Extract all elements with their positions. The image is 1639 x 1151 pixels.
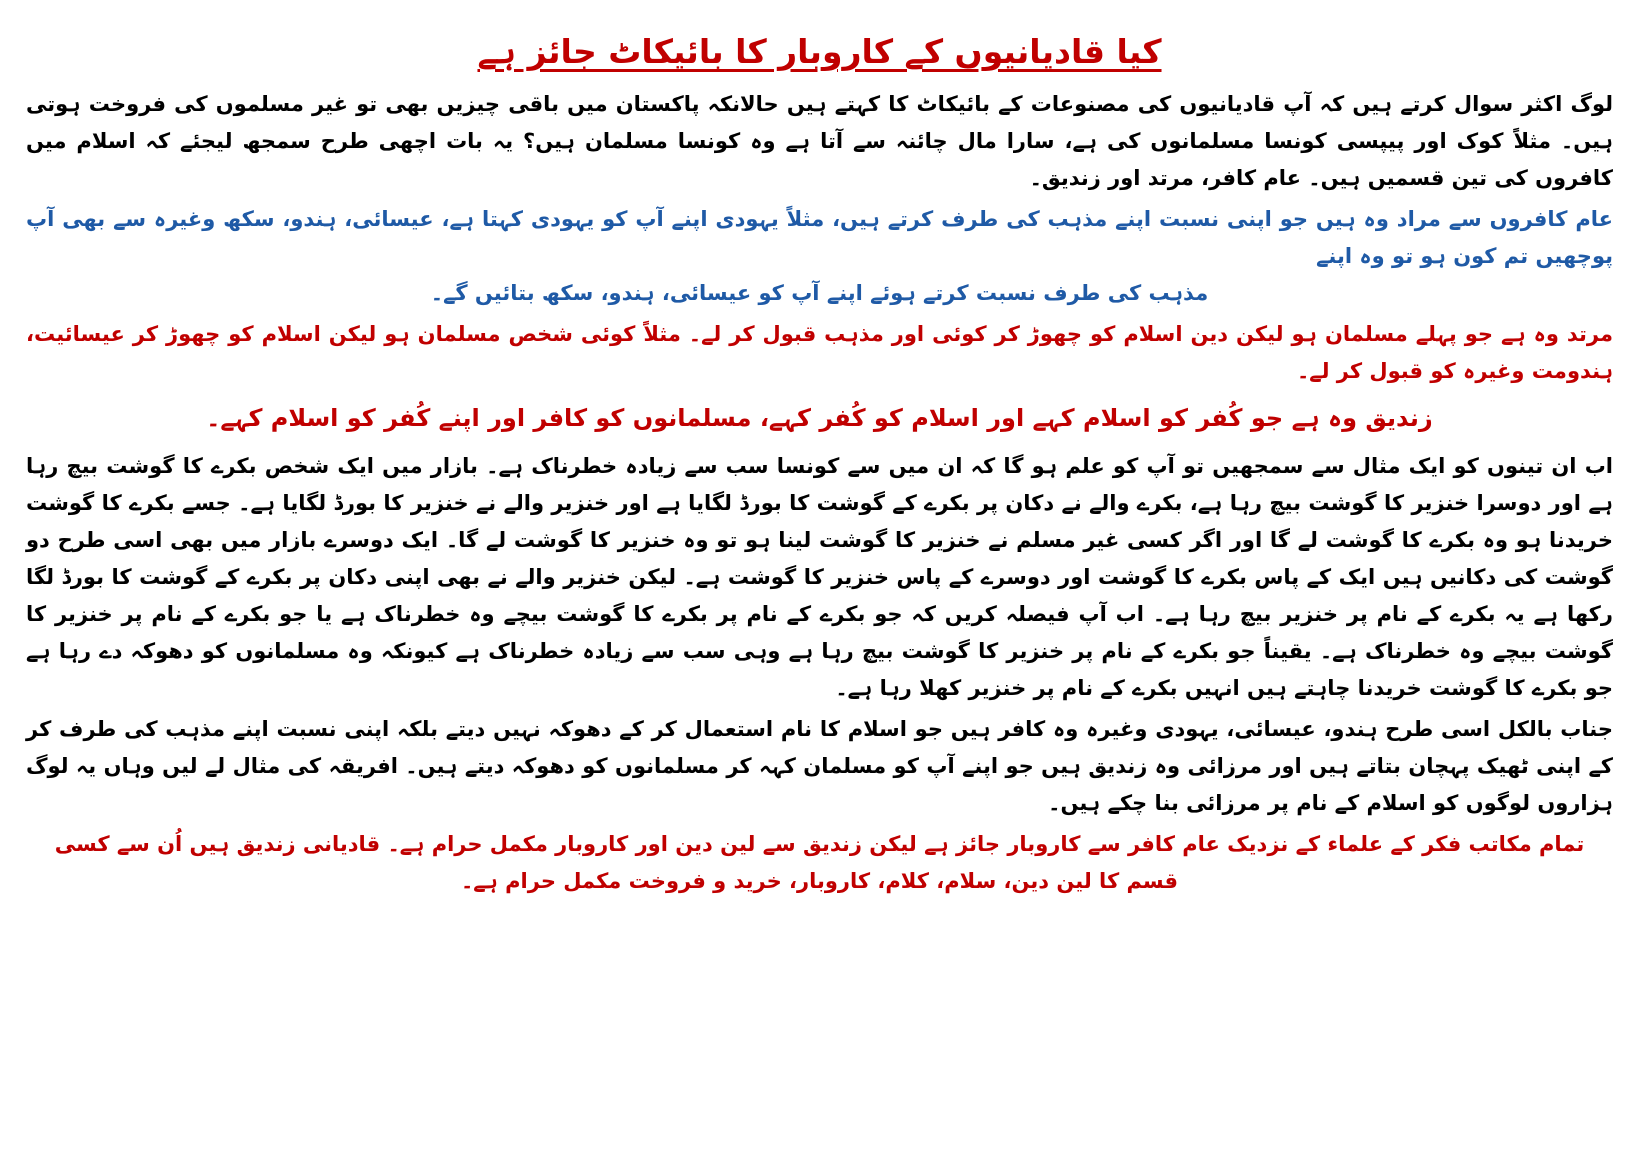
janab-paragraph: جناب بالکل اسی طرح ہندو، عیسائی، یہودی وغیرہ وہ کافر ہیں جو اسلام کا نام استعمال کر کے دھوکہ نہیں دیتے بلکہ اپنی نسبت اپنے مذہب کی طرف کر کے اپنی ٹھیک پہچان بتاتے ہیں اور مرزائی وہ زندیق ہیں جو اپنے آپ کو مسلمان کہہ کر مسلمانوں کو دھوکہ دیتے ہیں۔ افریقہ کی مثال لے لیں وہاں یہ لوگ ہزاروں لوگوں کو اسلام کے نام پر مرزائی بنا چکے ہیں۔ <box>26 717 1613 815</box>
page-title: کیا قادیانیوں کے کاروبار کا بائیکاٹ جائز ہے <box>477 32 1162 71</box>
conclusion-paragraph: تمام مکاتب فکر کے علماء کے نزدیک عام کافر سے کاروبار جائز ہے لیکن زندیق سے لین دین اور کاروبار مکمل حرام ہے۔ قادیانی زندیق ہیں اُن سے کسی قسم کا لین دین، سلام، کلام، کاروبار، خرید و فروخت مکمل حرام ہے۔ <box>54 832 1585 893</box>
aam-kafir-paragraph: عام کافروں سے مراد وہ ہیں جو اپنی نسبت اپنے مذہب کی طرف کرتے ہیں، مثلاً یہودی اپنے آپ کو یہودی کہتا ہے، عیسائی، ہندو، سکھ وغیرہ سے بھی آپ پوچھیں تم کون ہو تو وہ اپنے <box>26 207 1613 268</box>
example-paragraph: اب ان تینوں کو ایک مثال سے سمجھیں تو آپ کو علم ہو گا کہ ان میں سے کونسا سب سے زیادہ خطرناک ہے۔ بازار میں ایک شخص بکرے کا گوشت بیچ رہا ہے اور دوسرا خنزیر کا گوشت بیچ رہا ہے، بکرے والے نے دکان پر بکرے کے گوشت کا بورڈ لگایا ہے اور خنزیر والے نے خنزیر کا بورڈ لگایا ہے۔ جسے بکرے کا گوشت خریدنا ہو وہ بکرے کا گوشت لے گا اور اگر کسی غیر مسلم نے خنزیر کا گوشت لینا ہو تو وہ خنزیر کا گوشت لے گا۔ ایک دوسرے بازار میں بھی اسی طرح دو گوشت کی دکانیں ہیں ایک کے پاس بکرے کا گوشت اور دوسرے کے پاس خنزیر کا گوشت ہے۔ لیکن خنزیر والے نے بھی اپنی دکان پر بکرے کے گوشت کا بورڈ لگا رکھا ہے یہ بکرے کے نام پر خنزیر بیچ رہا ہے۔ اب آپ فیصلہ کریں کہ جو بکرے کے نام پر بکرے کا گوشت بیچے وہ خطرناک ہے یا جو بکرے کے نام پر خنزیر کا گوشت بیچے وہ خطرناک ہے۔ یقیناً جو بکرے کے نام پر خنزیر کا گوشت بیچ رہا ہے وہی سب سے زیادہ خطرناک ہے کیونکہ وہ مسلمانوں کو دھوکہ دے رہا ہے جو بکرے کا گوشت خریدنا چاہتے ہیں انہیں بکرے کے نام پر خنزیر کھلا رہا ہے۔ <box>26 454 1613 700</box>
zindeeq-paragraph: زندیق وہ ہے جو کُفر کو اسلام کہے اور اسلام کو کُفر کہے، مسلمانوں کو کافر اور اپنے کُفر کو اسلام کہے۔ <box>206 404 1433 432</box>
murtad-paragraph: مرتد وہ ہے جو پہلے مسلمان ہو لیکن دین اسلام کو چھوڑ کر کوئی اور مذہب قبول کر لے۔ مثلاً کوئی شخص مسلمان ہو لیکن اسلام کو چھوڑ کر عیسائیت، ہندومت وغیرہ کو قبول کر لے۔ <box>26 322 1613 383</box>
aam-kafir-paragraph-continued: مذہب کی طرف نسبت کرتے ہوئے اپنے آپ کو عیسائی، ہندو، سکھ بتائیں گے۔ <box>430 281 1209 305</box>
intro-paragraph: لوگ اکثر سوال کرتے ہیں کہ آپ قادیانیوں کی مصنوعات کے بائیکاٹ کا کہتے ہیں حالانکہ پاکستان میں باقی چیزیں بھی تو غیر مسلموں کی فروخت ہوتی ہیں۔ مثلاً کوک اور پیپسی کونسا مسلمانوں کی ہے، سارا مال چائنہ سے آتا ہے وہ کونسا مسلمان ہیں؟ یہ بات اچھی طرح سمجھ لیجئے کہ اسلام میں کافروں کی تین قسمیں ہیں۔ عام کافر، مرتد اور زندیق۔ <box>26 92 1613 190</box>
